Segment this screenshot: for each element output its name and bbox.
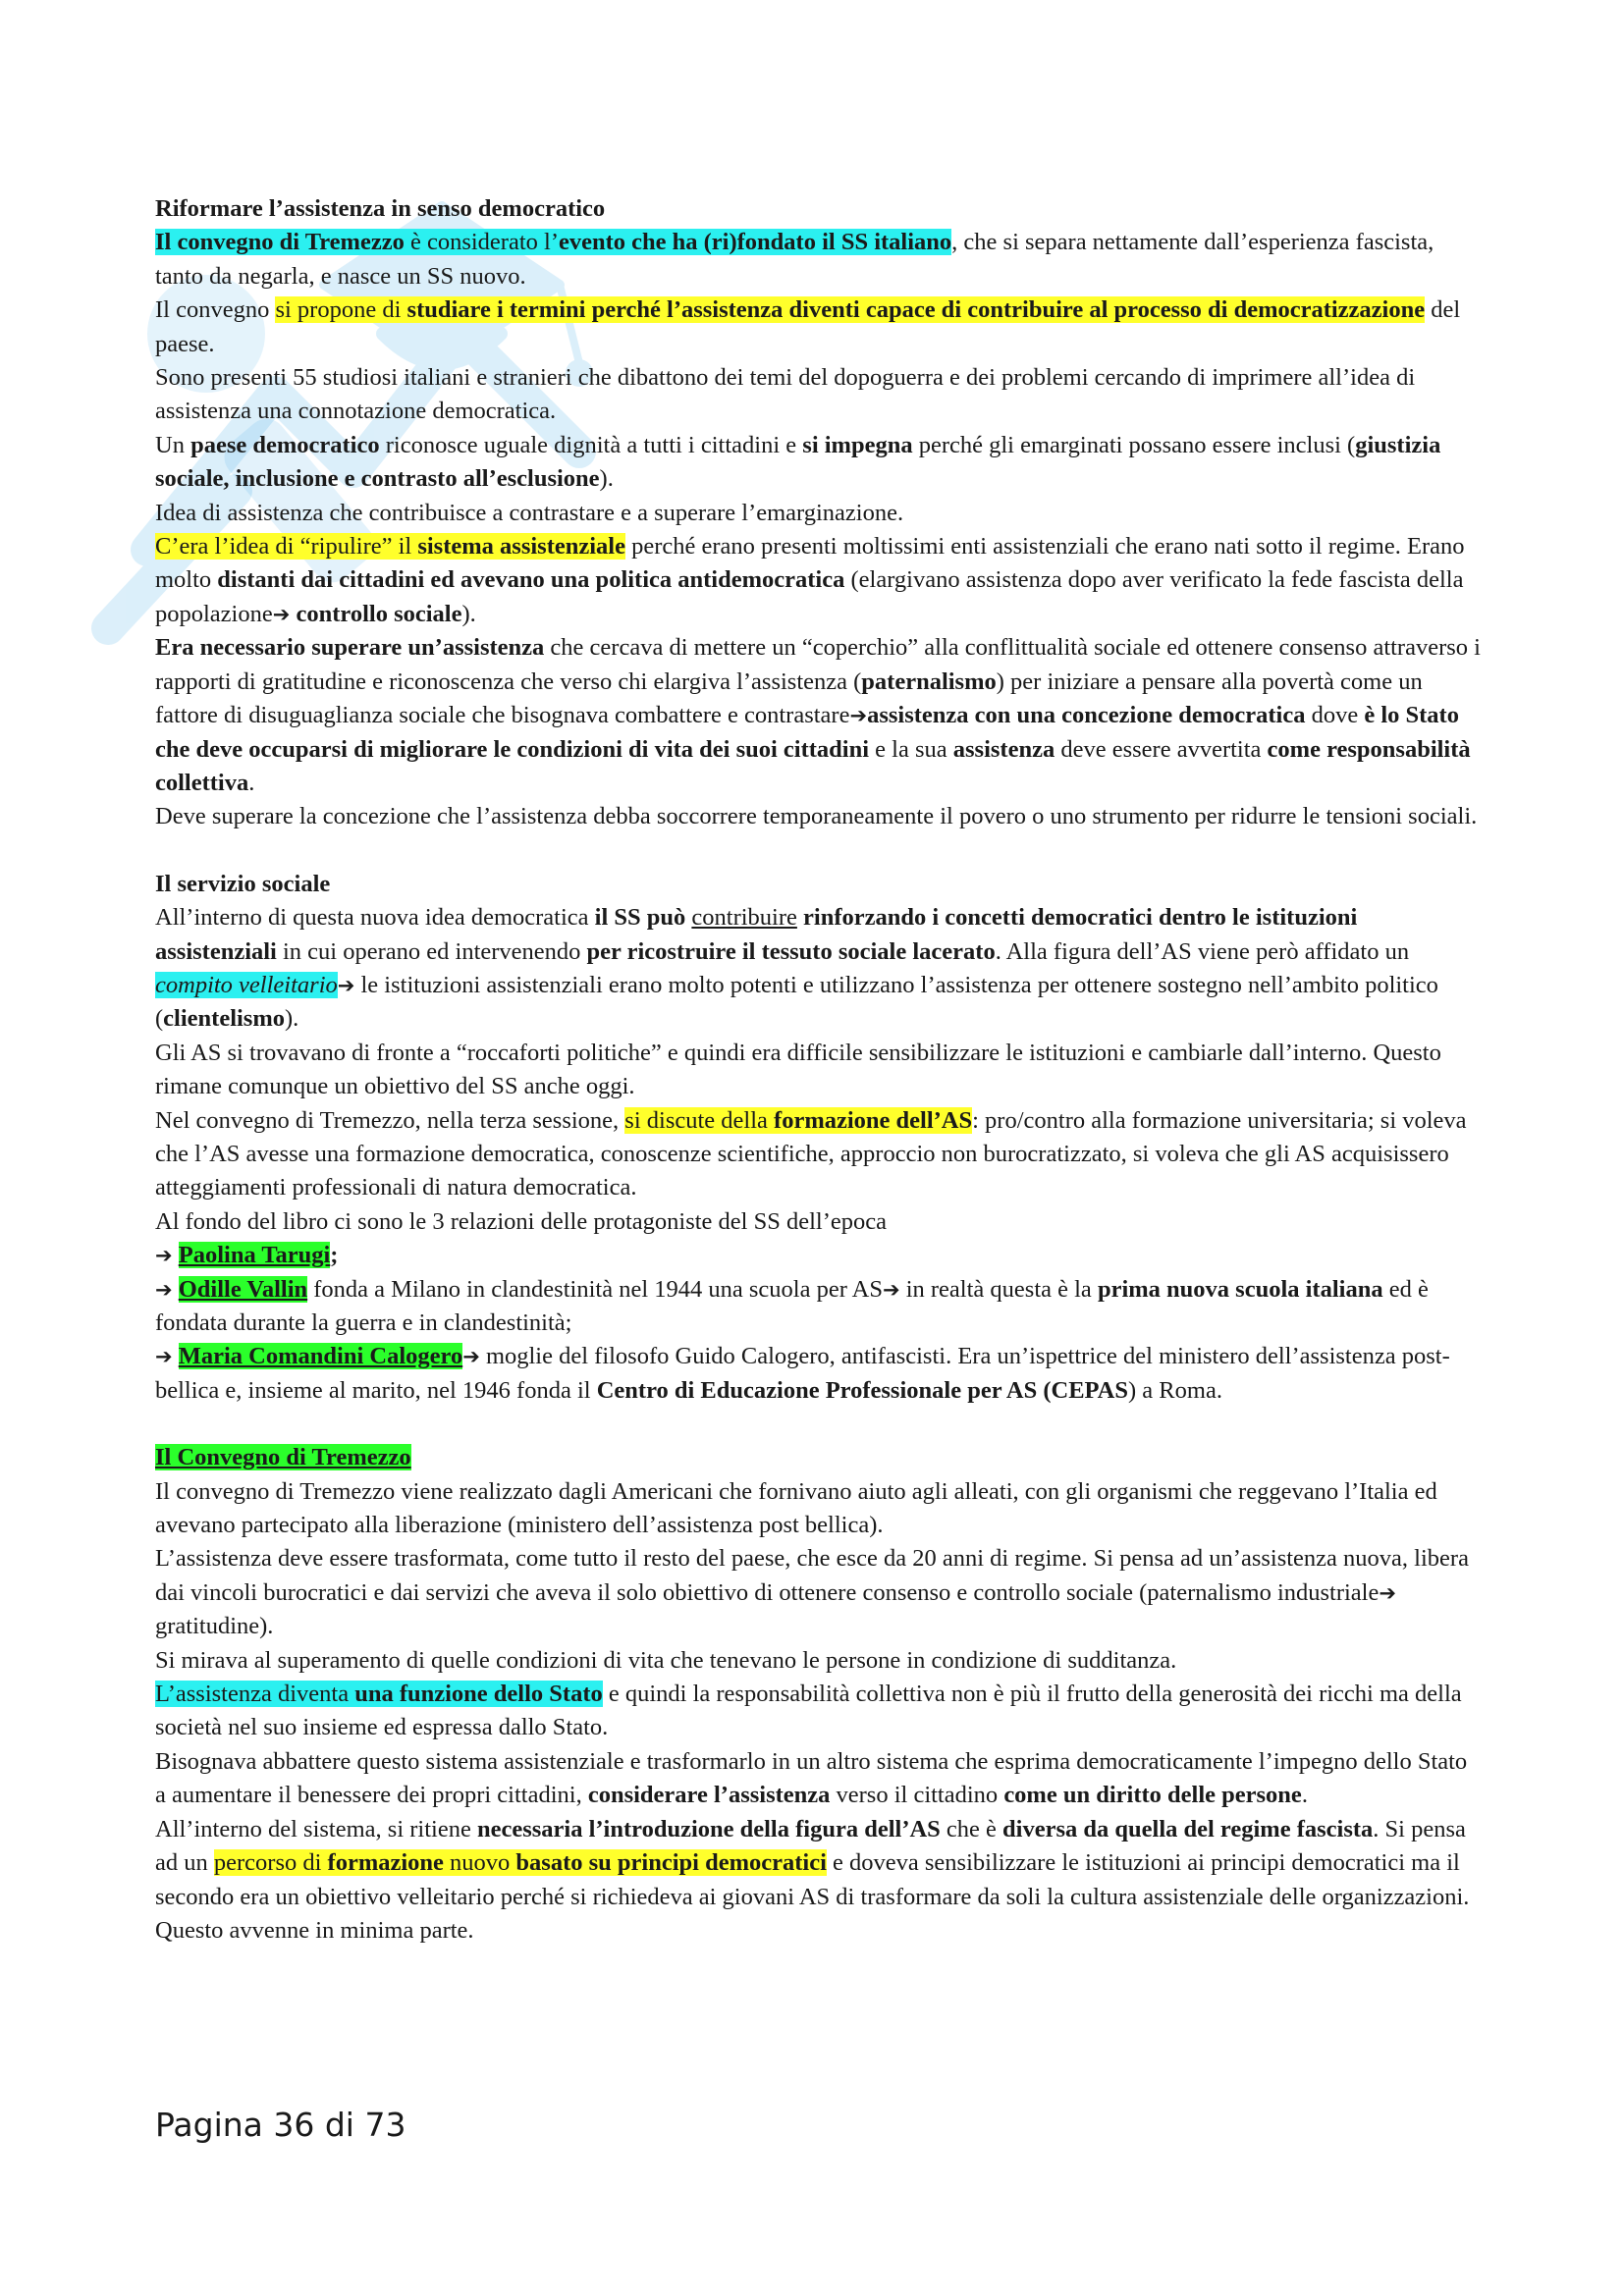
arrow-right-icon: ➔ xyxy=(849,704,868,728)
section-heading: Il Convegno di Tremezzo xyxy=(155,1444,411,1471)
paragraph: Il convegno di Tremezzo è considerato l’evento che ha (ri)fondato il SS italiano, che si separa nettamente dall’esperienza fascista, tanto da negarla, e nasce un SS nuovo. xyxy=(155,229,1434,290)
section-heading: Il servizio sociale xyxy=(155,870,331,897)
paragraph: Sono presenti 55 studiosi italiani e stranieri che dibattono dei temi del dopoguerra e dei problemi cercando di imprimere all’idea di assistenza una connotazione democratica. xyxy=(155,364,1416,425)
section-heading: Riformare l’assistenza in senso democratico xyxy=(155,195,606,222)
arrow-right-icon: ➔ xyxy=(155,1244,173,1268)
paragraph: Il convegno si propone di studiare i termini perché l’assistenza diventi capace di contribuire al processo di democratizzazione del paese. xyxy=(155,296,1461,357)
page-number: Pagina 36 di 73 xyxy=(155,2106,406,2144)
paragraph: Si mirava al superamento di quelle condizioni di vita che tenevano le persone in condizione di sudditanza. xyxy=(155,1646,1177,1674)
arrow-right-icon: ➔ xyxy=(272,602,291,626)
arrow-right-icon: ➔ xyxy=(155,1277,173,1302)
spacer xyxy=(155,834,1481,868)
paragraph: Il convegno di Tremezzo viene realizzato dagli Americani che fornivano aiuto agli alleati, con gli organismi che reggevano l’Italia ed avevano partecipato alla liberazione (ministero dell’assistenza post bellica). xyxy=(155,1477,1437,1539)
paragraph: Idea di assistenza che contribuisce a contrastare e a superare l’emarginazione. xyxy=(155,499,904,526)
paragraph: All’interno di questa nuova idea democratica il SS può contribuire rinforzando i concetti democratici dentro le istituzioni assistenziali in cui operano ed intervenendo per ricostruire il tessuto sociale lacerato. Alla figura dell’AS viene però affidato un compito velleitario➔ le istituzioni assistenziali erano molto potenti e utilizzano l’assistenza per ottenere sostegno nell’ambito politico (clientelismo). xyxy=(155,904,1438,1033)
arrow-right-icon: ➔ xyxy=(155,1345,173,1369)
paragraph: Bisognava abbattere questo sistema assistenziale e trasformarlo in un altro sistema che esprima democraticamente l’impegno dello Stato a aumentare il benessere dei propri cittadini, considerare l’assistenza verso il cittadino come un diritto delle persone. xyxy=(155,1747,1468,1809)
arrow-right-icon: ➔ xyxy=(337,973,355,997)
arrow-right-icon: ➔ xyxy=(882,1277,900,1302)
paragraph: Nel convegno di Tremezzo, nella terza sessione, si discute della formazione dell’AS: pro/contro alla formazione universitaria; si voleva che l’AS avesse una formazione democratica, conoscenze scientifiche, approccio non burocratizzato, si voleva che gli AS acquisissero atteggiamenti professionali di natura democratica. xyxy=(155,1106,1467,1201)
arrow-right-icon: ➔ xyxy=(462,1345,480,1369)
paragraph: Al fondo del libro ci sono le 3 relazioni delle protagoniste del SS dell’epoca xyxy=(155,1207,888,1235)
paragraph: Era necessario superare un’assistenza che cercava di mettere un “coperchio” alla conflittualità sociale ed ottenere consenso attraverso i rapporti di gratitudine e riconoscenza che verso chi elargiva l’assistenza (paternalismo) per iniziare a pensare alla povertà come un fattore di disuguaglianza sociale che bisognava combattere e contrastare➔assistenza con una concezione democratica dove è lo Stato che deve occuparsi di migliorare le condizioni di vita dei suoi cittadini e la sua assistenza deve essere avvertita come responsabilità collettiva. xyxy=(155,634,1481,796)
paragraph: Gli AS si trovavano di fronte a “roccaforti politiche” e quindi era difficile sensibilizzare le istituzioni e cambiarle dall’interno. Questo rimane comunque un obiettivo del SS anche oggi. xyxy=(155,1039,1441,1100)
paragraph: Un paese democratico riconosce uguale dignità a tutti i cittadini e si impegna perché gli emarginati possano essere inclusi (giustizia sociale, inclusione e contrasto all’esclusione). xyxy=(155,431,1441,493)
paragraph: C’era l’idea di “ripulire” il sistema assistenziale perché erano presenti moltissimi enti assistenziali che erano nati sotto il regime. Erano molto distanti dai cittadini ed avevano una politica antidemocratica (elargivano assistenza dopo aver verificato la fede fascista della popolazione➔ controllo sociale). xyxy=(155,533,1465,627)
paragraph: L’assistenza deve essere trasformata, come tutto il resto del paese, che esce da 20 anni di regime. Si pensa ad un’assistenza nuova, libera dai vincoli burocratici e dai servizi che aveva il solo obiettivo di ottenere consenso e controllo sociale (paternalismo industriale➔ gratitudine). xyxy=(155,1545,1469,1640)
spacer xyxy=(155,1408,1481,1441)
list-item: ➔ Odille Vallin fonda a Milano in clandestinità nel 1944 una scuola per AS➔ in realtà questa è la prima nuova scuola italiana ed è fondata durante la guerra e in clandestinità; xyxy=(155,1275,1429,1336)
paragraph: All’interno del sistema, si ritiene necessaria l’introduzione della figura dell’AS che è diversa da quella del regime fascista. Si pensa ad un percorso di formazione nuovo basato su principi democratici e doveva sensibilizzare le istituzioni ai principi democratici ma il secondo era un obiettivo velleitario perché si richiedeva ai giovani AS di trasformare da soli la cultura assistenziale delle organizzazioni. Questo avvenne in minima parte. xyxy=(155,1815,1470,1944)
paragraph: Deve superare la concezione che l’assistenza debba soccorrere temporaneamente il povero o uno strumento per ridurre le tensioni sociali. xyxy=(155,803,1478,830)
arrow-right-icon: ➔ xyxy=(1379,1580,1396,1605)
document-body xyxy=(155,192,1481,1948)
paragraph: L’assistenza diventa una funzione dello Stato e quindi la responsabilità collettiva non è più il frutto della generosità dei ricchi ma della società nel suo insieme ed espressa dallo Stato. xyxy=(155,1681,1462,1741)
list-item: ➔ Maria Comandini Calogero➔ moglie del filosofo Guido Calogero, antifascisti. Era un’ispettrice del ministero dell’assistenza post-bellica e, insieme al marito, nel 1946 fonda il Centro di Educazione Professionale per AS (CEPAS) a Roma. xyxy=(155,1343,1450,1404)
list-item: ➔ Paolina Tarugi; xyxy=(155,1242,339,1269)
